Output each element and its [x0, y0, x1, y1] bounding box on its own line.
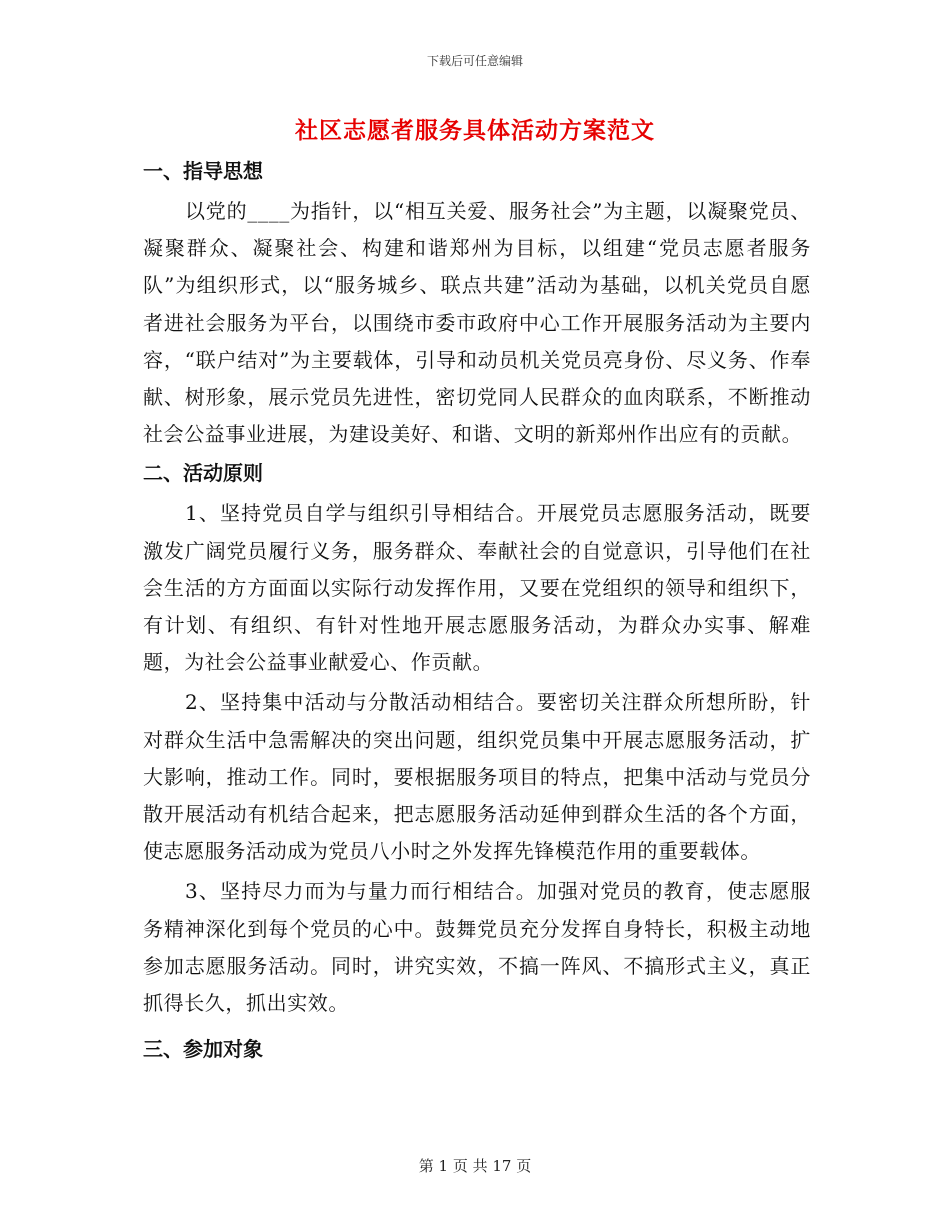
- section-heading-principles: 二、活动原则: [143, 461, 263, 486]
- section-heading-guiding-thought: 一、指导思想: [143, 159, 263, 183]
- paragraph-principle-3: 3、坚持尽力而为与量力而行相结合。加强对党员的教育，使志愿服务精神深化到每个党员的心中。鼓舞党员充分发挥自身特长，积极主动地参加志愿服务活动。同时，讲究实效，不搞一阵风、不搞形式主义，真正抓得长久，抓出实效。: [143, 879, 811, 1016]
- document-body: [143, 154, 811, 1071]
- header-note: 下载后可任意编辑: [426, 54, 523, 68]
- section-heading-participants: 三、参加对象: [143, 1037, 263, 1062]
- paragraph-guiding-thought: 以党的____为指针，以“相互关爱、服务社会”为主题，以凝聚党员、凝聚群众、凝聚社会、构建和谐郑州为目标，以组建“党员志愿者服务队”为组织形式，以“服务城乡、联点共建”活动为基础，以机关党员自愿者进社会服务为平台，以围绕市委市政府中心工作开展服务活动为主要内容，“联户结对”为主要载体，引导和动员机关党员亮身份、尽义务、作奉献、树形象，展示党员先进性，密切党同人民群众的血肉联系，不断推动社会公益事业进展，为建设美好、和谐、文明的新郑州作出应有的贡献。: [143, 199, 811, 447]
- document-title: 社区志愿者服务具体活动方案范文: [295, 117, 655, 144]
- paragraph-principle-2: 2、坚持集中活动与分散活动相结合。要密切关注群众所想所盼，针对群众生活中急需解决的突出问题，组织党员集中开展志愿服务活动，扩大影响，推动工作。同时，要根据服务项目的特点，把集中活动与党员分散开展活动有机结合起来，把志愿服务活动延伸到群众生活的各个方面，使志愿服务活动成为党员八小时之外发挥先锋模范作用的重要载体。: [143, 690, 811, 864]
- page-footer: 第 1 页 共 17 页: [418, 1157, 532, 1175]
- paragraph-principle-1: 1、坚持党员自学与组织引导相结合。开展党员志愿服务活动，既要激发广阔党员履行义务，服务群众、奉献社会的自觉意识，引导他们在社会生活的方方面面以实际行动发挥作用，又要在党组织的领导和组织下，有计划、有组织、有针对性地开展志愿服务活动，为群众办实事、解难题，为社会公益事业献爱心、作贡献。: [143, 501, 811, 675]
